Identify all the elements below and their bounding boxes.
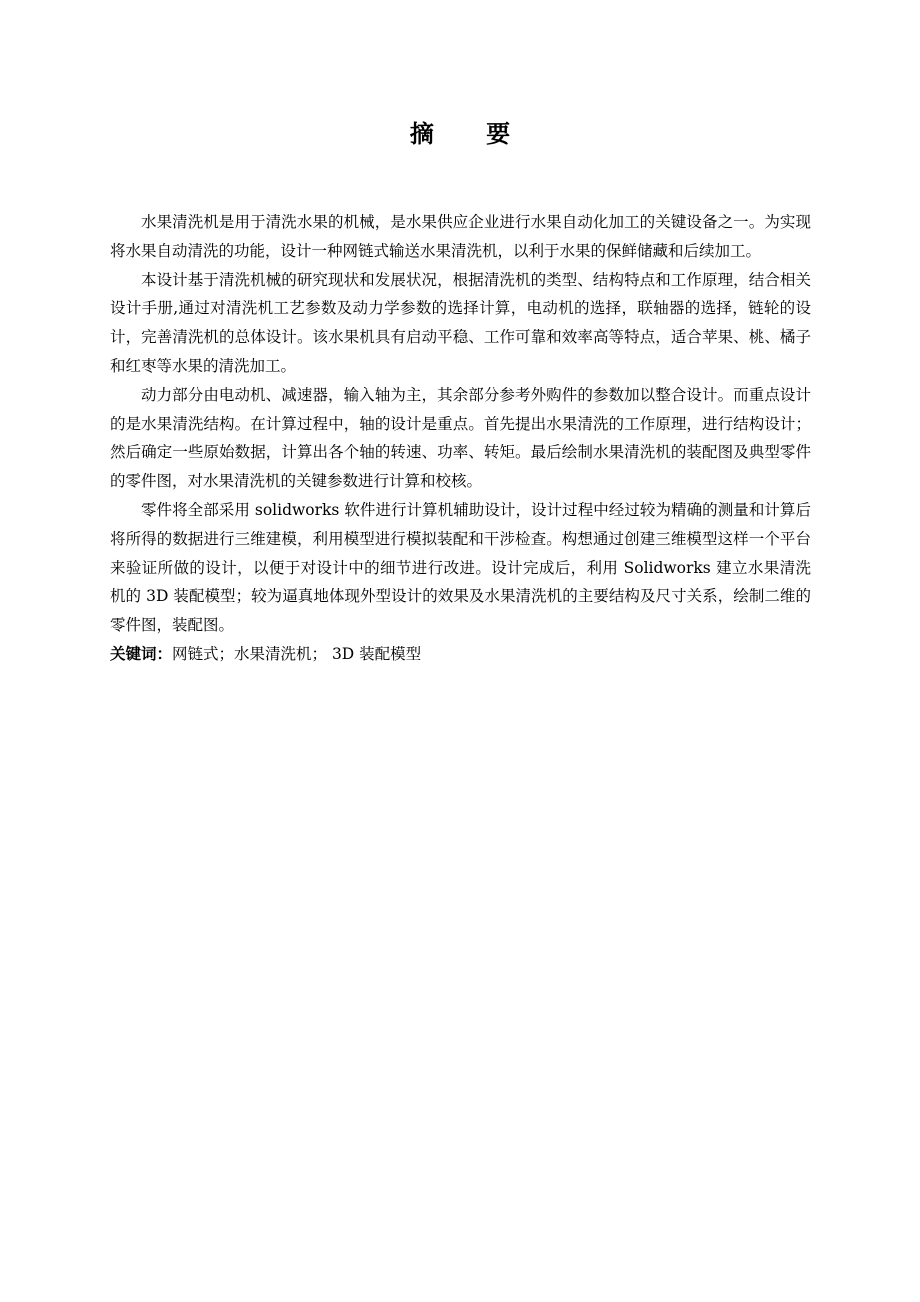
- abstract-body: [110, 208, 811, 669]
- keywords-line: [110, 640, 811, 669]
- abstract-title: 摘 要: [409, 120, 533, 148]
- keywords-value: 网链式；水果清洗机； 3D 装配模型: [172, 644, 422, 663]
- keywords-label: 关键词：: [110, 644, 173, 663]
- abstract-paragraph-3: 动力部分由电动机、减速器，输入轴为主，其余部分参考外购件的参数加以整合设计。而重点设计的是水果清洗结构。在计算过程中，轴的设计是重点。首先提出水果清洗的工作原理，进行结构设计；然后确定一些原始数据，计算出各个轴的转速、功率、转矩。最后绘制水果清洗机的装配图及典型零件的零件图，对水果清洗机的关键参数进行计算和校核。: [110, 385, 811, 491]
- abstract-paragraph-4: 零件将全部采用 solidworks 软件进行计算机辅助设计，设计过程中经过较为精确的测量和计算后将所得的数据进行三维建模，利用模型进行模拟装配和干涉检查。构想通过创建三维模型这样一个平台来验证所做的设计，以便于对设计中的细节进行改进。设计完成后，利用 Solidworks 建立水果清洗机的 3D 装配模型；较为逼真地体现外型设计的效果及水果清洗机的主要结构及尺寸关系，绘制二维的零件图，装配图。: [110, 500, 811, 635]
- abstract-paragraph-2: 本设计基于清洗机械的研究现状和发展状况，根据清洗机的类型、结构特点和工作原理，结合相关设计手册,通过对清洗机工艺参数及动力学参数的选择计算，电动机的选择，联轴器的选择，链轮的设计，完善清洗机的总体设计。该水果机具有启动平稳、工作可靠和效率高等特点，适合苹果、桃、橘子和红枣等水果的清洗加工。: [110, 270, 811, 375]
- abstract-paragraph-1: 水果清洗机是用于清洗水果的机械，是水果供应企业进行水果自动化加工的关键设备之一。为实现将水果自动清洗的功能，设计一种网链式输送水果清洗机，以利于水果的保鲜储藏和后续加工。: [110, 213, 811, 260]
